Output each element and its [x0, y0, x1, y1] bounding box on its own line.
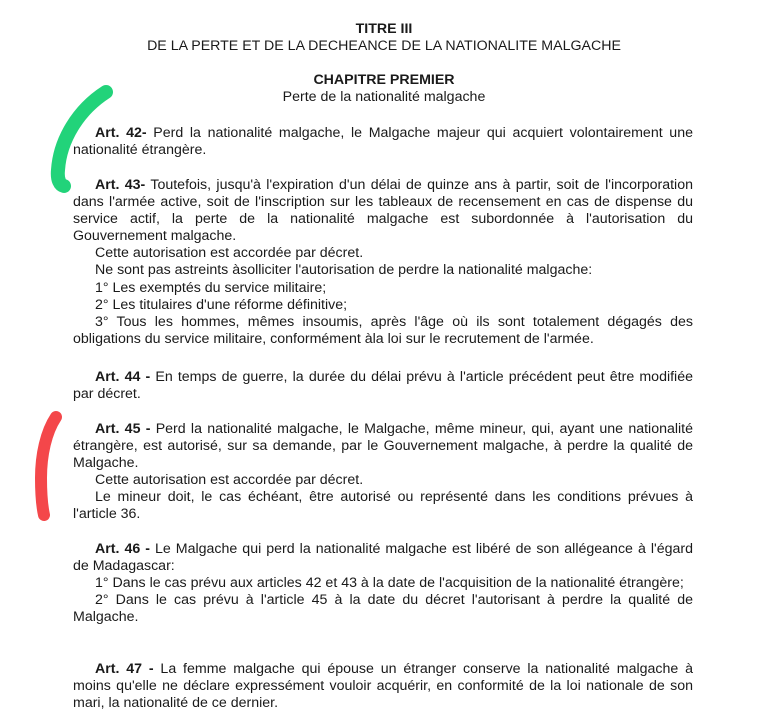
- article-paragraph: Cette autorisation est accordée par décret.: [95, 245, 364, 262]
- article-46: [73, 541, 693, 626]
- article-text: La femme malgache qui épouse un étranger conserve la nationalité malgache à moins qu'elle ne déclare expressément vouloir acquérir, en conformité de la loi nationale de son mari, la nationalité de ce dernier.: [73, 661, 694, 712]
- chapter-subheading: Perte de la nationalité malgache: [282, 89, 486, 105]
- article-text: Perd la nationalité malgache, le Malgache, même mineur, qui, ayant une nationalité étrangère, est autorisé, sur sa demande, par le Gouvernement malgache, à perdre la qualité de Malgache.: [73, 421, 694, 472]
- article-list-item: 2° Dans le cas prévu à l'article 45 à la date du décret l'autorisant à perdre la qualité de Malgache.: [73, 592, 693, 626]
- chapter-heading: CHAPITRE PREMIER: [313, 72, 455, 88]
- title-subheading: DE LA PERTE ET DE LA DECHEANCE DE LA NATIONALITE MALGACHE: [147, 38, 621, 54]
- article-text: En temps de guerre, la durée du délai prévu à l'article précédent peut être modifiée par décret.: [73, 369, 693, 403]
- article-43: [73, 177, 693, 348]
- article-paragraph: Ne sont pas astreints àsolliciter l'autorisation de perdre la nationalité malgache:: [95, 262, 593, 279]
- article-paragraph: Cette autorisation est accordée par décret.: [95, 472, 364, 489]
- article-text: Perd la nationalité malgache, le Malgache majeur qui acquiert volontairement une nationalité étrangère.: [73, 125, 693, 159]
- article-text: Toutefois, jusqu'à l'expiration d'un délai de quinze ans à partir, soit de l'incorporation dans l'armée active, soit de l'inscription sur les tableaux de recensement en cas de dispense du service actif, la perte de la nationalité malgache est subordonnée à l'autorisation du Gouvernement malgache.: [73, 177, 693, 245]
- article-44: [73, 369, 693, 403]
- title-heading: TITRE III: [355, 21, 413, 37]
- article-label: Art. 46 -: [95, 541, 150, 557]
- article-42: [73, 125, 693, 159]
- article-list-item: 1° Les exemptés du service militaire;: [95, 279, 327, 296]
- article-47: [73, 661, 693, 712]
- article-45: [73, 421, 693, 524]
- article-label: Art. 42-: [95, 125, 147, 141]
- article-label: Art. 45 -: [95, 421, 151, 437]
- article-label: Art. 44 -: [95, 369, 151, 385]
- article-paragraph: Le mineur doit, le cas échéant, être autorisé ou représenté dans les conditions prévues à l'article 36.: [73, 489, 693, 523]
- article-list-item: 3° Tous les hommes, mêmes insoumis, après l'âge où ils sont totalement dégagés des obligations du service militaire, conformément àla loi sur le recrutement de l'armée.: [73, 313, 693, 347]
- article-list-item: 1° Dans le cas prévu aux articles 42 et 43 à la date de l'acquisition de la nationalité étrangère;: [95, 575, 684, 592]
- article-list-item: 2° Les titulaires d'une réforme définitive;: [95, 296, 348, 313]
- article-label: Art. 43-: [95, 177, 146, 193]
- article-text: Le Malgache qui perd la nationalité malgache est libéré de son allégeance à l'égard de Madagascar:: [73, 541, 693, 575]
- article-label: Art. 47 -: [95, 661, 154, 677]
- red-bracket-annotation: [41, 417, 56, 515]
